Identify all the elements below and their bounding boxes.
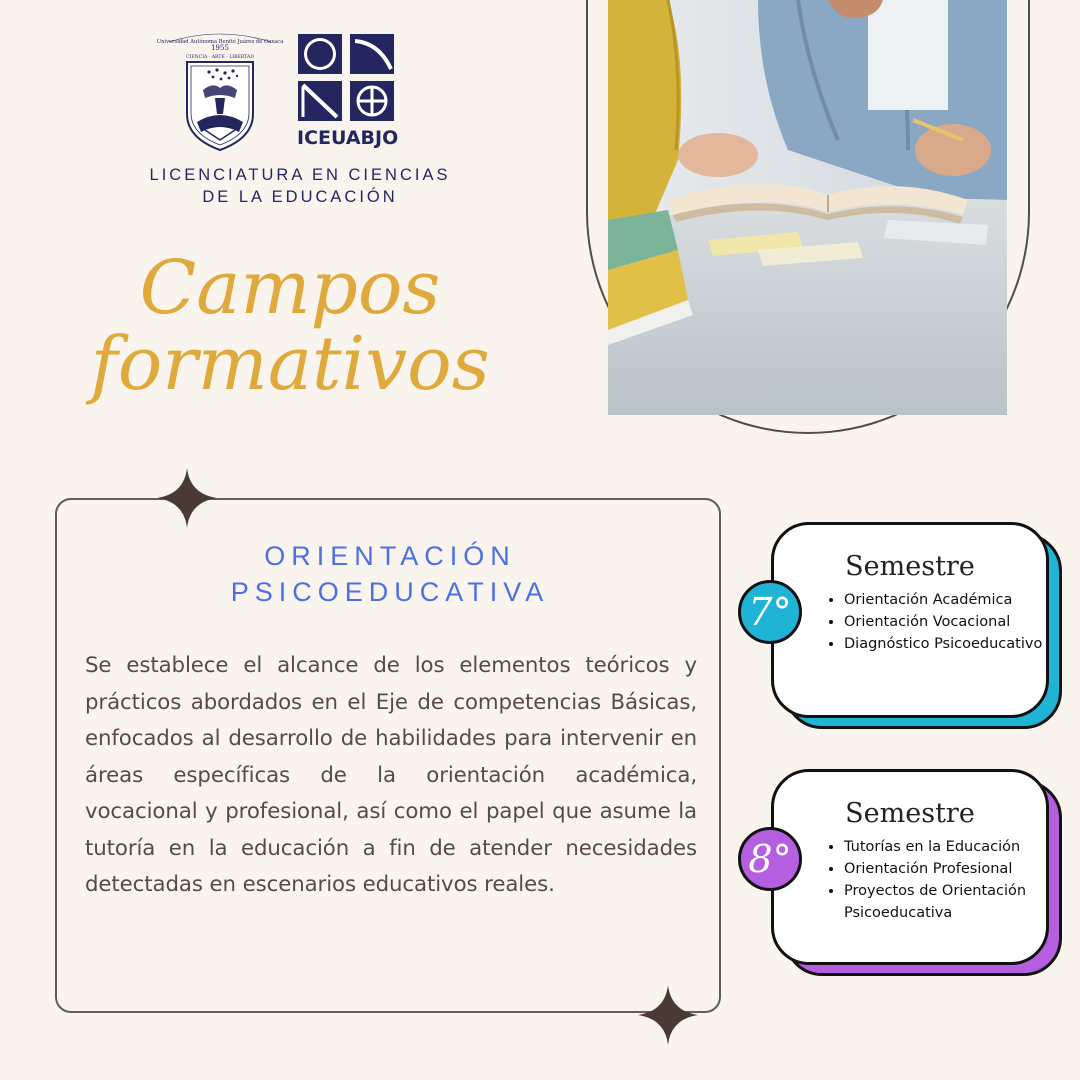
students-studying-illustration-icon [608,0,1007,415]
page-title [60,245,520,407]
description-card [55,498,721,1013]
iceuabjo-name: ICEUABJO [297,127,399,149]
semester-8-subject-list [824,836,1064,924]
program-line-2: DE LA EDUCACIÓN [202,188,398,206]
university-year: 1955 [211,44,229,52]
list-item: • Orientación Vocacional [844,611,1064,633]
iceuabjo-mark-icon [297,33,397,125]
list-item: • Orientación Académica [844,589,1064,611]
iceuabjo-logo [297,33,397,151]
program-line-1: LICENCIATURA EN CIENCIAS [149,166,451,184]
list-item: • Orientación Profesional [844,858,1064,880]
semester-8-label: Semestre [845,798,975,829]
university-name: Universidad Autónoma Benito Juárez de Oaxaca [156,39,284,45]
card-heading-line-1: ORIENTACIÓN [264,541,516,571]
university-motto: CIENCIA · ARTE · LIBERTAD [185,55,255,60]
semester-8-badge: 8° [738,827,802,891]
semester-8-card [771,769,1049,965]
list-item: • Diagnóstico Psicoeducativo [844,633,1064,655]
university-logo [156,30,284,155]
program-title [100,164,500,208]
list-item: • Tutorías en la Educación [844,836,1064,858]
card-heading-line-2: PSICOEDUCATIVA [230,577,550,607]
title-line-2: formativos [90,321,490,407]
card-heading [57,538,723,610]
title-line-1: Campos [139,245,441,331]
sparkle-bottom-icon [636,983,700,1047]
list-item: • Proyectos de Orientación Psicoeducativa [844,880,1064,924]
semester-7-badge: 7° [738,580,802,644]
students-studying-photo [608,0,1007,415]
semester-7-label: Semestre [845,551,975,582]
card-body-text: Se establece el alcance de los elementos teóricos y prácticos abordados en el Eje de competencias Básicas, enfocados al desarrollo de habilidades para intervenir en áreas específicas de la orientación académica, vocacional y profesional, así como el papel que asume la tutoría en la educación a fin de atender necesidades detectadas en escenarios educativos reales. [85,653,697,897]
uabjo-shield-icon [156,30,284,155]
sparkle-top-icon [155,466,219,530]
semester-7-card [771,522,1049,718]
semester-7-subject-list [824,589,1064,655]
